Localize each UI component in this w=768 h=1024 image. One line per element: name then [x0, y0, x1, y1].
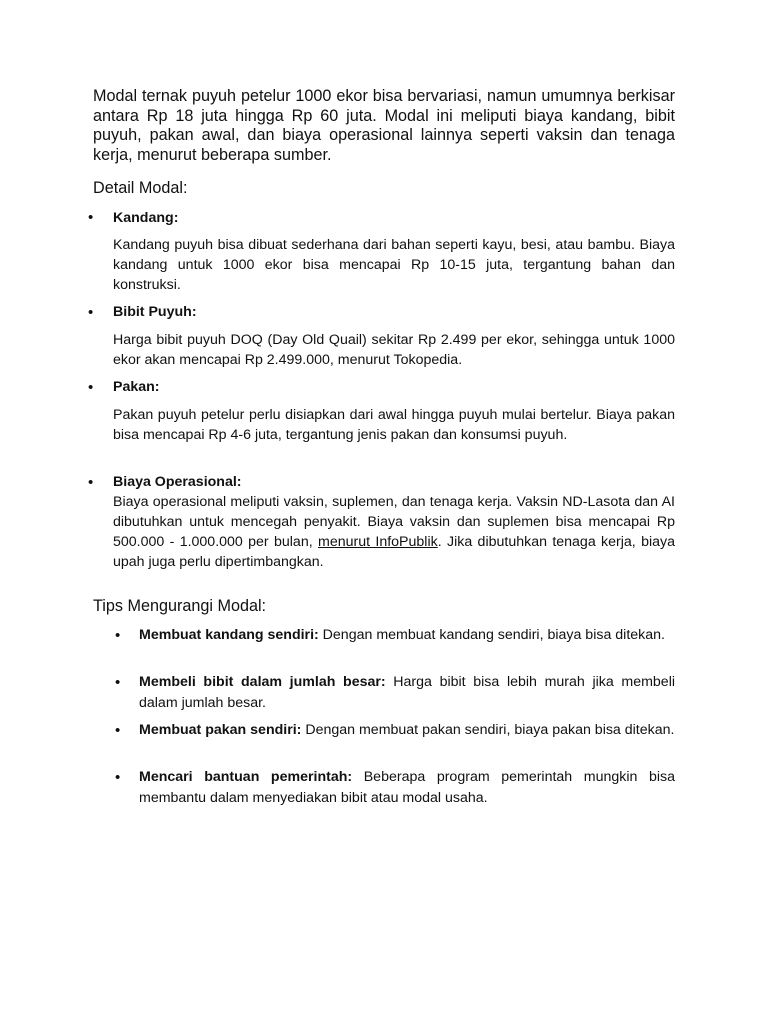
bullet-icon: •: [88, 379, 94, 396]
bullet-icon: •: [88, 304, 94, 321]
bullet-icon: •: [88, 474, 94, 491]
tip-title: Membuat pakan sendiri:: [139, 722, 302, 738]
tip-item: [139, 720, 675, 741]
tip-item: [139, 625, 675, 646]
detail-text-pakan: Pakan puyuh petelur perlu disiapkan dari awal hingga puyuh mulai bertelur. Biaya pakan bisa mencapai Rp 4-6 juta, tergantung jenis pakan dan konsumsi puyuh.: [113, 407, 675, 443]
bullet-icon: •: [88, 209, 94, 226]
bullet-icon: •: [115, 627, 121, 644]
detail-label-bibit: Bibit Puyuh:: [113, 304, 197, 320]
tip-title: Mencari bantuan pemerintah:: [139, 769, 353, 785]
tip-text: Dengan membuat pakan sendiri, biaya pakan bisa ditekan.: [301, 722, 675, 738]
tip-item: [139, 672, 675, 713]
detail-label-kandang: Kandang:: [113, 210, 179, 226]
operasional-text-before: Biaya operasional meliputi vaksin, suplemen, dan tenaga kerja. Vaksin ND-Lasota dan AI dibutuhkan untuk mencegah penyakit. Biaya vaksin dan suplemen bisa mencapai Rp 500.000 - 1.000.000 per bulan,: [113, 494, 675, 550]
detail-text-operasional: [113, 492, 675, 572]
tips-heading: Tips Mengurangi Modal:: [93, 597, 267, 615]
detail-label-operasional: Biaya Operasional:: [113, 474, 242, 490]
tip-text: Beberapa program pemerintah mungkin bisa membantu dalam menyediakan bibit atau modal usaha.: [139, 769, 675, 806]
tip-item: [139, 767, 675, 808]
tip-text: Harga bibit bisa lebih murah jika membeli dalam jumlah besar.: [139, 674, 675, 711]
detail-heading: Detail Modal:: [93, 179, 188, 197]
bullet-icon: •: [115, 722, 121, 739]
tip-title: Membuat kandang sendiri:: [139, 627, 319, 643]
operasional-text-after: . Jika dibutuhkan tenaga kerja, biaya upah juga perlu dipertimbangkan.: [113, 534, 676, 570]
detail-label-pakan: Pakan:: [113, 379, 160, 395]
bullet-icon: •: [115, 769, 121, 786]
bullet-icon: •: [115, 674, 121, 691]
intro-paragraph: Modal ternak puyuh petelur 1000 ekor bisa bervariasi, namun umumnya berkisar antara Rp 18 juta hingga Rp 60 juta. Modal ini meliputi biaya kandang, bibit puyuh, pakan awal, dan biaya operasional lainnya seperti vaksin dan tenaga kerja, menurut beberapa sumber.: [93, 87, 675, 164]
infopublik-link[interactable]: menurut InfoPublik: [318, 534, 438, 550]
tip-text: Dengan membuat kandang sendiri, biaya bisa ditekan.: [318, 627, 665, 643]
tip-title: Membeli bibit dalam jumlah besar:: [139, 674, 386, 690]
detail-text-bibit: Harga bibit puyuh DOQ (Day Old Quail) sekitar Rp 2.499 per ekor, sehingga untuk 1000 ekor akan mencapai Rp 2.499.000, menurut Tokopedia.: [113, 332, 675, 368]
detail-text-kandang: Kandang puyuh bisa dibuat sederhana dari bahan seperti kayu, besi, atau bambu. Biaya kandang untuk 1000 ekor bisa mencapai Rp 10-15 juta, tergantung bahan dan konstruksi.: [113, 237, 675, 293]
